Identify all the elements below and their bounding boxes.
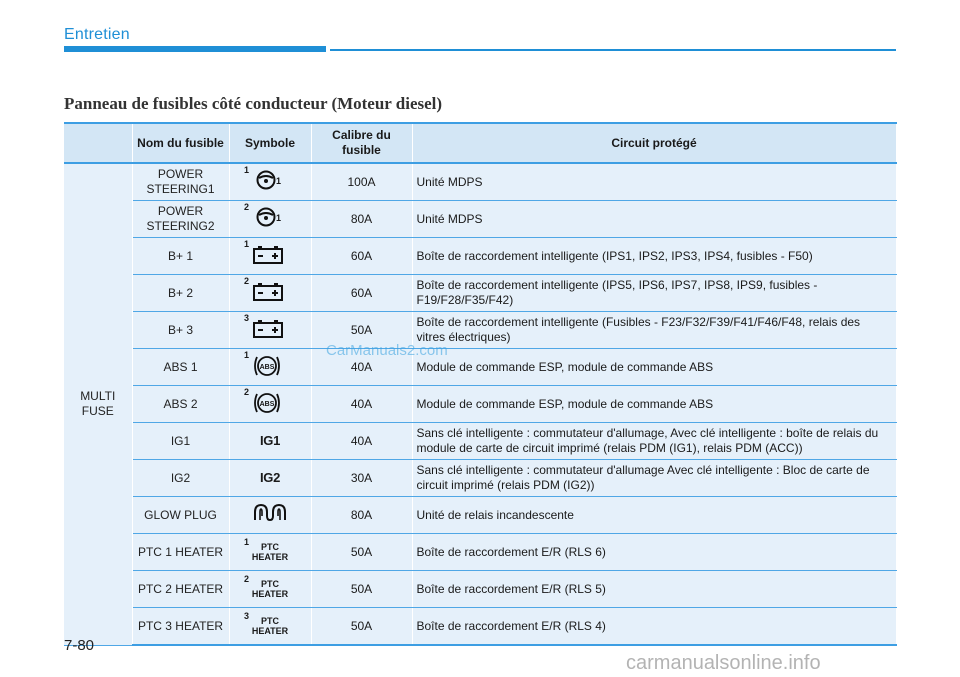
battery-icon bbox=[252, 282, 284, 302]
fuse-symbol bbox=[229, 163, 311, 201]
fuse-rating: 40A bbox=[311, 386, 412, 423]
fuse-rating: 60A bbox=[311, 275, 412, 312]
section-title: Entretien bbox=[64, 26, 130, 43]
fuse-circuit: Sans clé intelligente : commutateur d'allumage Avec clé intelligente : Bloc de carte de circuit imprimé (relais PDM (IG2)) bbox=[412, 460, 896, 497]
fuse-circuit: Boîte de raccordement intelligente (IPS5, IPS6, IPS7, IPS8, IPS9, fusibles - F19/F28/F35/F42) bbox=[412, 275, 896, 312]
fuse-rating: 50A bbox=[311, 608, 412, 646]
fuse-rating: 60A bbox=[311, 238, 412, 275]
symbol-suffix: 1 bbox=[276, 176, 282, 186]
table-row bbox=[64, 163, 896, 201]
col-header-group bbox=[64, 123, 132, 163]
fuse-symbol bbox=[229, 238, 311, 275]
battery-icon bbox=[252, 319, 284, 339]
fuse-rating: 50A bbox=[311, 534, 412, 571]
table-row bbox=[64, 275, 896, 312]
abs-icon bbox=[252, 353, 282, 379]
col-header-circuit: Circuit protégé bbox=[412, 123, 896, 163]
fuse-name: PTC 1 HEATER bbox=[132, 534, 229, 571]
table-row bbox=[64, 460, 896, 497]
fuse-symbol bbox=[229, 386, 311, 423]
fuse-symbol bbox=[229, 571, 311, 608]
table-row bbox=[64, 312, 896, 349]
ptc-heater-symbol: PTC HEATER bbox=[251, 579, 289, 599]
symbol-index: 3 bbox=[244, 313, 250, 323]
col-header-symbol: Symbole bbox=[229, 123, 311, 163]
fuse-circuit: Unité MDPS bbox=[412, 201, 896, 238]
symbol-index: 2 bbox=[244, 574, 250, 584]
section-bar-thin bbox=[330, 49, 896, 51]
fuse-rating: 80A bbox=[311, 497, 412, 534]
table-row bbox=[64, 349, 896, 386]
fuse-symbol bbox=[229, 460, 311, 497]
steering-icon bbox=[256, 206, 276, 228]
footer-watermark: carmanualsonline.info bbox=[626, 652, 821, 674]
fuse-rating: 40A bbox=[311, 423, 412, 460]
symbol-index: 1 bbox=[244, 537, 250, 547]
fuse-rating: 40A bbox=[311, 349, 412, 386]
fuse-symbol bbox=[229, 497, 311, 534]
table-header-row bbox=[64, 123, 896, 163]
fuse-name: PTC 2 HEATER bbox=[132, 571, 229, 608]
fuse-name: IG1 bbox=[132, 423, 229, 460]
fuse-symbol bbox=[229, 312, 311, 349]
table-row bbox=[64, 534, 896, 571]
ig1-symbol: IG1 bbox=[259, 433, 281, 448]
fuse-circuit: Sans clé intelligente : commutateur d'allumage, Avec clé intelligente : boîte de relais du module de carte de circuit imprimé (relais PDM (IG1), relais PDM (ACC)) bbox=[412, 423, 896, 460]
fuse-circuit: Boîte de raccordement intelligente (Fusibles - F23/F32/F39/F41/F46/F48, relais des vitres électriques) bbox=[412, 312, 896, 349]
fuse-rating: 80A bbox=[311, 201, 412, 238]
fuse-name: B+ 1 bbox=[132, 238, 229, 275]
symbol-index: 1 bbox=[244, 165, 250, 175]
fuse-symbol bbox=[229, 349, 311, 386]
abs-label: ABS bbox=[259, 401, 275, 408]
symbol-index: 2 bbox=[244, 387, 250, 397]
table-row bbox=[64, 571, 896, 608]
symbol-suffix: 1 bbox=[276, 213, 282, 223]
fuse-symbol bbox=[229, 608, 311, 646]
fuse-name: POWER STEERING2 bbox=[132, 201, 229, 238]
col-header-name: Nom du fusible bbox=[132, 123, 229, 163]
table-row bbox=[64, 497, 896, 534]
fuse-circuit: Unité de relais incandescente bbox=[412, 497, 896, 534]
fuse-name: B+ 2 bbox=[132, 275, 229, 312]
fuse-rating: 50A bbox=[311, 571, 412, 608]
fuse-name: POWER STEERING1 bbox=[132, 163, 229, 201]
abs-icon bbox=[252, 390, 282, 416]
symbol-index: 1 bbox=[244, 350, 250, 360]
fuse-name: B+ 3 bbox=[132, 312, 229, 349]
col-header-rating: Calibre du fusible bbox=[311, 123, 412, 163]
fuse-name: ABS 2 bbox=[132, 386, 229, 423]
fuse-circuit: Unité MDPS bbox=[412, 163, 896, 201]
fuse-circuit: Boîte de raccordement intelligente (IPS1, IPS2, IPS3, IPS4, fusibles - F50) bbox=[412, 238, 896, 275]
fuse-circuit: Boîte de raccordement E/R (RLS 5) bbox=[412, 571, 896, 608]
table-row bbox=[64, 238, 896, 275]
abs-label: ABS bbox=[259, 364, 275, 371]
table-row bbox=[64, 608, 896, 646]
section-bar-thick bbox=[64, 46, 326, 52]
symbol-index: 1 bbox=[244, 239, 250, 249]
fuse-symbol bbox=[229, 275, 311, 312]
symbol-index: 3 bbox=[244, 611, 250, 621]
steering-icon bbox=[256, 169, 276, 191]
glow-plug-icon bbox=[252, 502, 288, 524]
battery-icon bbox=[252, 245, 284, 265]
fuse-rating: 30A bbox=[311, 460, 412, 497]
fuse-rating: 50A bbox=[311, 312, 412, 349]
fuse-circuit: Module de commande ESP, module de commande ABS bbox=[412, 386, 896, 423]
table-row bbox=[64, 386, 896, 423]
fuse-symbol bbox=[229, 423, 311, 460]
fuse-name: IG2 bbox=[132, 460, 229, 497]
fuse-table bbox=[64, 122, 897, 646]
fuse-symbol bbox=[229, 201, 311, 238]
page-number: 7-80 bbox=[64, 637, 95, 654]
ig2-symbol: IG2 bbox=[259, 470, 281, 485]
fuse-circuit: Module de commande ESP, module de commande ABS bbox=[412, 349, 896, 386]
fuse-rating: 100A bbox=[311, 163, 412, 201]
ptc-heater-symbol: PTC HEATER bbox=[251, 616, 289, 636]
symbol-index: 2 bbox=[244, 202, 250, 212]
fuse-symbol bbox=[229, 534, 311, 571]
fuse-circuit: Boîte de raccordement E/R (RLS 6) bbox=[412, 534, 896, 571]
ptc-heater-symbol: PTC HEATER bbox=[251, 542, 289, 562]
fuse-name: GLOW PLUG bbox=[132, 497, 229, 534]
fuse-name: ABS 1 bbox=[132, 349, 229, 386]
table-row bbox=[64, 423, 896, 460]
page-heading: Panneau de fusibles côté conducteur (Moteur diesel) bbox=[64, 94, 443, 113]
fuse-circuit: Boîte de raccordement E/R (RLS 4) bbox=[412, 608, 896, 646]
symbol-index: 2 bbox=[244, 276, 250, 286]
group-label: MULTI FUSE bbox=[64, 163, 132, 645]
table-row bbox=[64, 201, 896, 238]
fuse-name: PTC 3 HEATER bbox=[132, 608, 229, 646]
watermark: CarManuals2.com bbox=[326, 342, 448, 359]
